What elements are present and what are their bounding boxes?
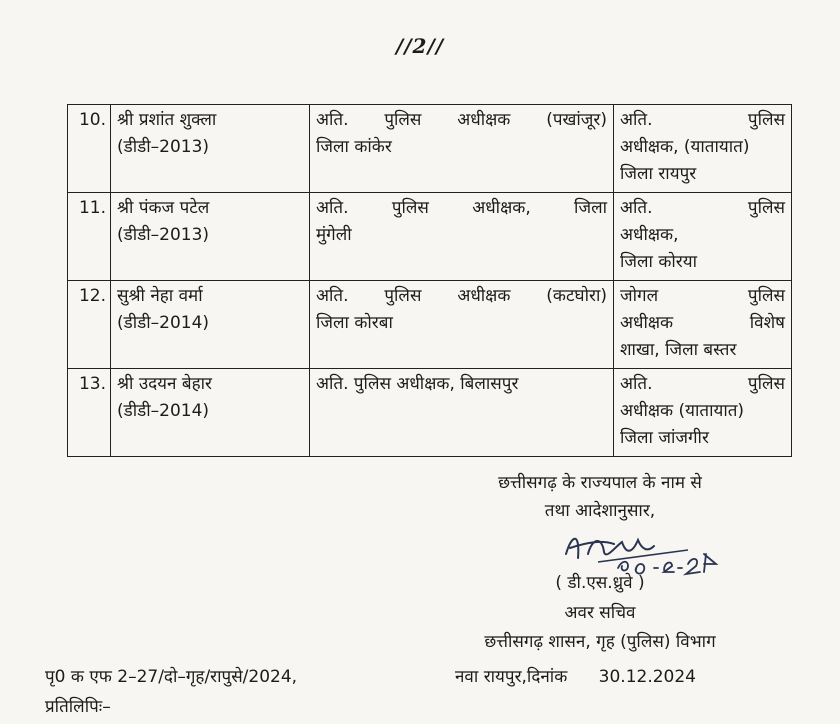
current-posting-cell [310, 105, 614, 193]
new-posting-line: अधीक्षक विशेष [620, 313, 785, 333]
current-posting-line: जिला कोरबा [316, 313, 393, 333]
officer-cell [111, 281, 310, 369]
new-posting-line: अधीक्षक (यातायात) [620, 401, 745, 421]
new-posting-line: जोगल पुलिस [620, 286, 785, 306]
officer-cell [111, 369, 310, 457]
new-posting-line: अधीक्षक, [620, 225, 679, 245]
officer-cell [111, 105, 310, 193]
new-posting-line: शाखा, जिला बस्तर [620, 340, 737, 360]
new-posting-line: जिला कोरया [620, 252, 698, 272]
new-posting-cell [614, 281, 792, 369]
new-posting-cell [614, 105, 792, 193]
officer-batch: (डीडी–2014) [117, 401, 210, 421]
new-posting-line: अधीक्षक, (यातायात) [620, 137, 750, 157]
officer-cell [111, 193, 310, 281]
officer-batch: (डीडी–2013) [117, 137, 210, 157]
new-posting-line: जिला रायपुर [620, 164, 697, 184]
current-posting-line: मुंगेली [316, 225, 352, 245]
new-posting-line: अति. पुलिस [620, 198, 785, 218]
order-date: 30.12.2024 [598, 667, 696, 687]
table-row [68, 281, 792, 369]
new-posting-cell [614, 369, 792, 457]
current-posting-line: जिला कांकेर [316, 137, 392, 157]
signatory-department: छत्तीसगढ़ शासन, गृह (पुलिस) विभाग [484, 632, 716, 652]
current-posting-line: अति. पुलिस अधीक्षक (कटघोरा) [316, 286, 607, 306]
officer-batch: (डीडी–2014) [117, 313, 210, 333]
copy-to-label: प्रतिलिपिः– [45, 697, 111, 717]
new-posting-line: अति. पुलिस [620, 110, 785, 130]
current-posting-line: अति. पुलिस अधीक्षक, बिलासपुर [316, 374, 519, 394]
officer-name: श्री पंकज पटेल [117, 198, 210, 218]
postings-table [67, 104, 792, 457]
place-date-label: नवा रायपुर,दिनांक [455, 667, 568, 687]
officer-name: सुश्री नेहा वर्मा [117, 286, 203, 306]
current-posting-cell [310, 369, 614, 457]
page-number: //2// [395, 34, 445, 58]
serial-number-cell: 10. [68, 105, 111, 193]
current-posting-line: अति. पुलिस अधीक्षक, जिला [316, 198, 607, 218]
officer-batch: (डीडी–2013) [117, 225, 210, 245]
current-posting-cell [310, 281, 614, 369]
authority-line-2: तथा आदेशानुसार, [544, 501, 656, 521]
table-row [68, 369, 792, 457]
table-row [68, 193, 792, 281]
new-posting-line: अति. पुलिस [620, 374, 785, 394]
current-posting-cell [310, 193, 614, 281]
officer-name: श्री उदयन बेहार [117, 374, 212, 394]
serial-number-cell: 12. [68, 281, 111, 369]
reference-number: पृ0 क एफ 2–27/दो–गृह/रापुसे/2024, [45, 667, 298, 687]
current-posting-line: अति. पुलिस अधीक्षक (पखांजूर) [316, 110, 607, 130]
serial-number-cell: 11. [68, 193, 111, 281]
officer-name: श्री प्रशांत शुक्ला [117, 110, 217, 130]
signatory-name: ( डी.एस.ध्रुवे ) [555, 573, 645, 593]
authority-line-1: छत्तीसगढ़ के राज्यपाल के नाम से [498, 473, 702, 493]
table-row [68, 105, 792, 193]
place-date [455, 664, 696, 687]
new-posting-line: जिला जांजगीर [620, 428, 709, 448]
serial-number-cell: 13. [68, 369, 111, 457]
signatory-designation: अवर सचिव [564, 603, 636, 623]
new-posting-cell [614, 193, 792, 281]
